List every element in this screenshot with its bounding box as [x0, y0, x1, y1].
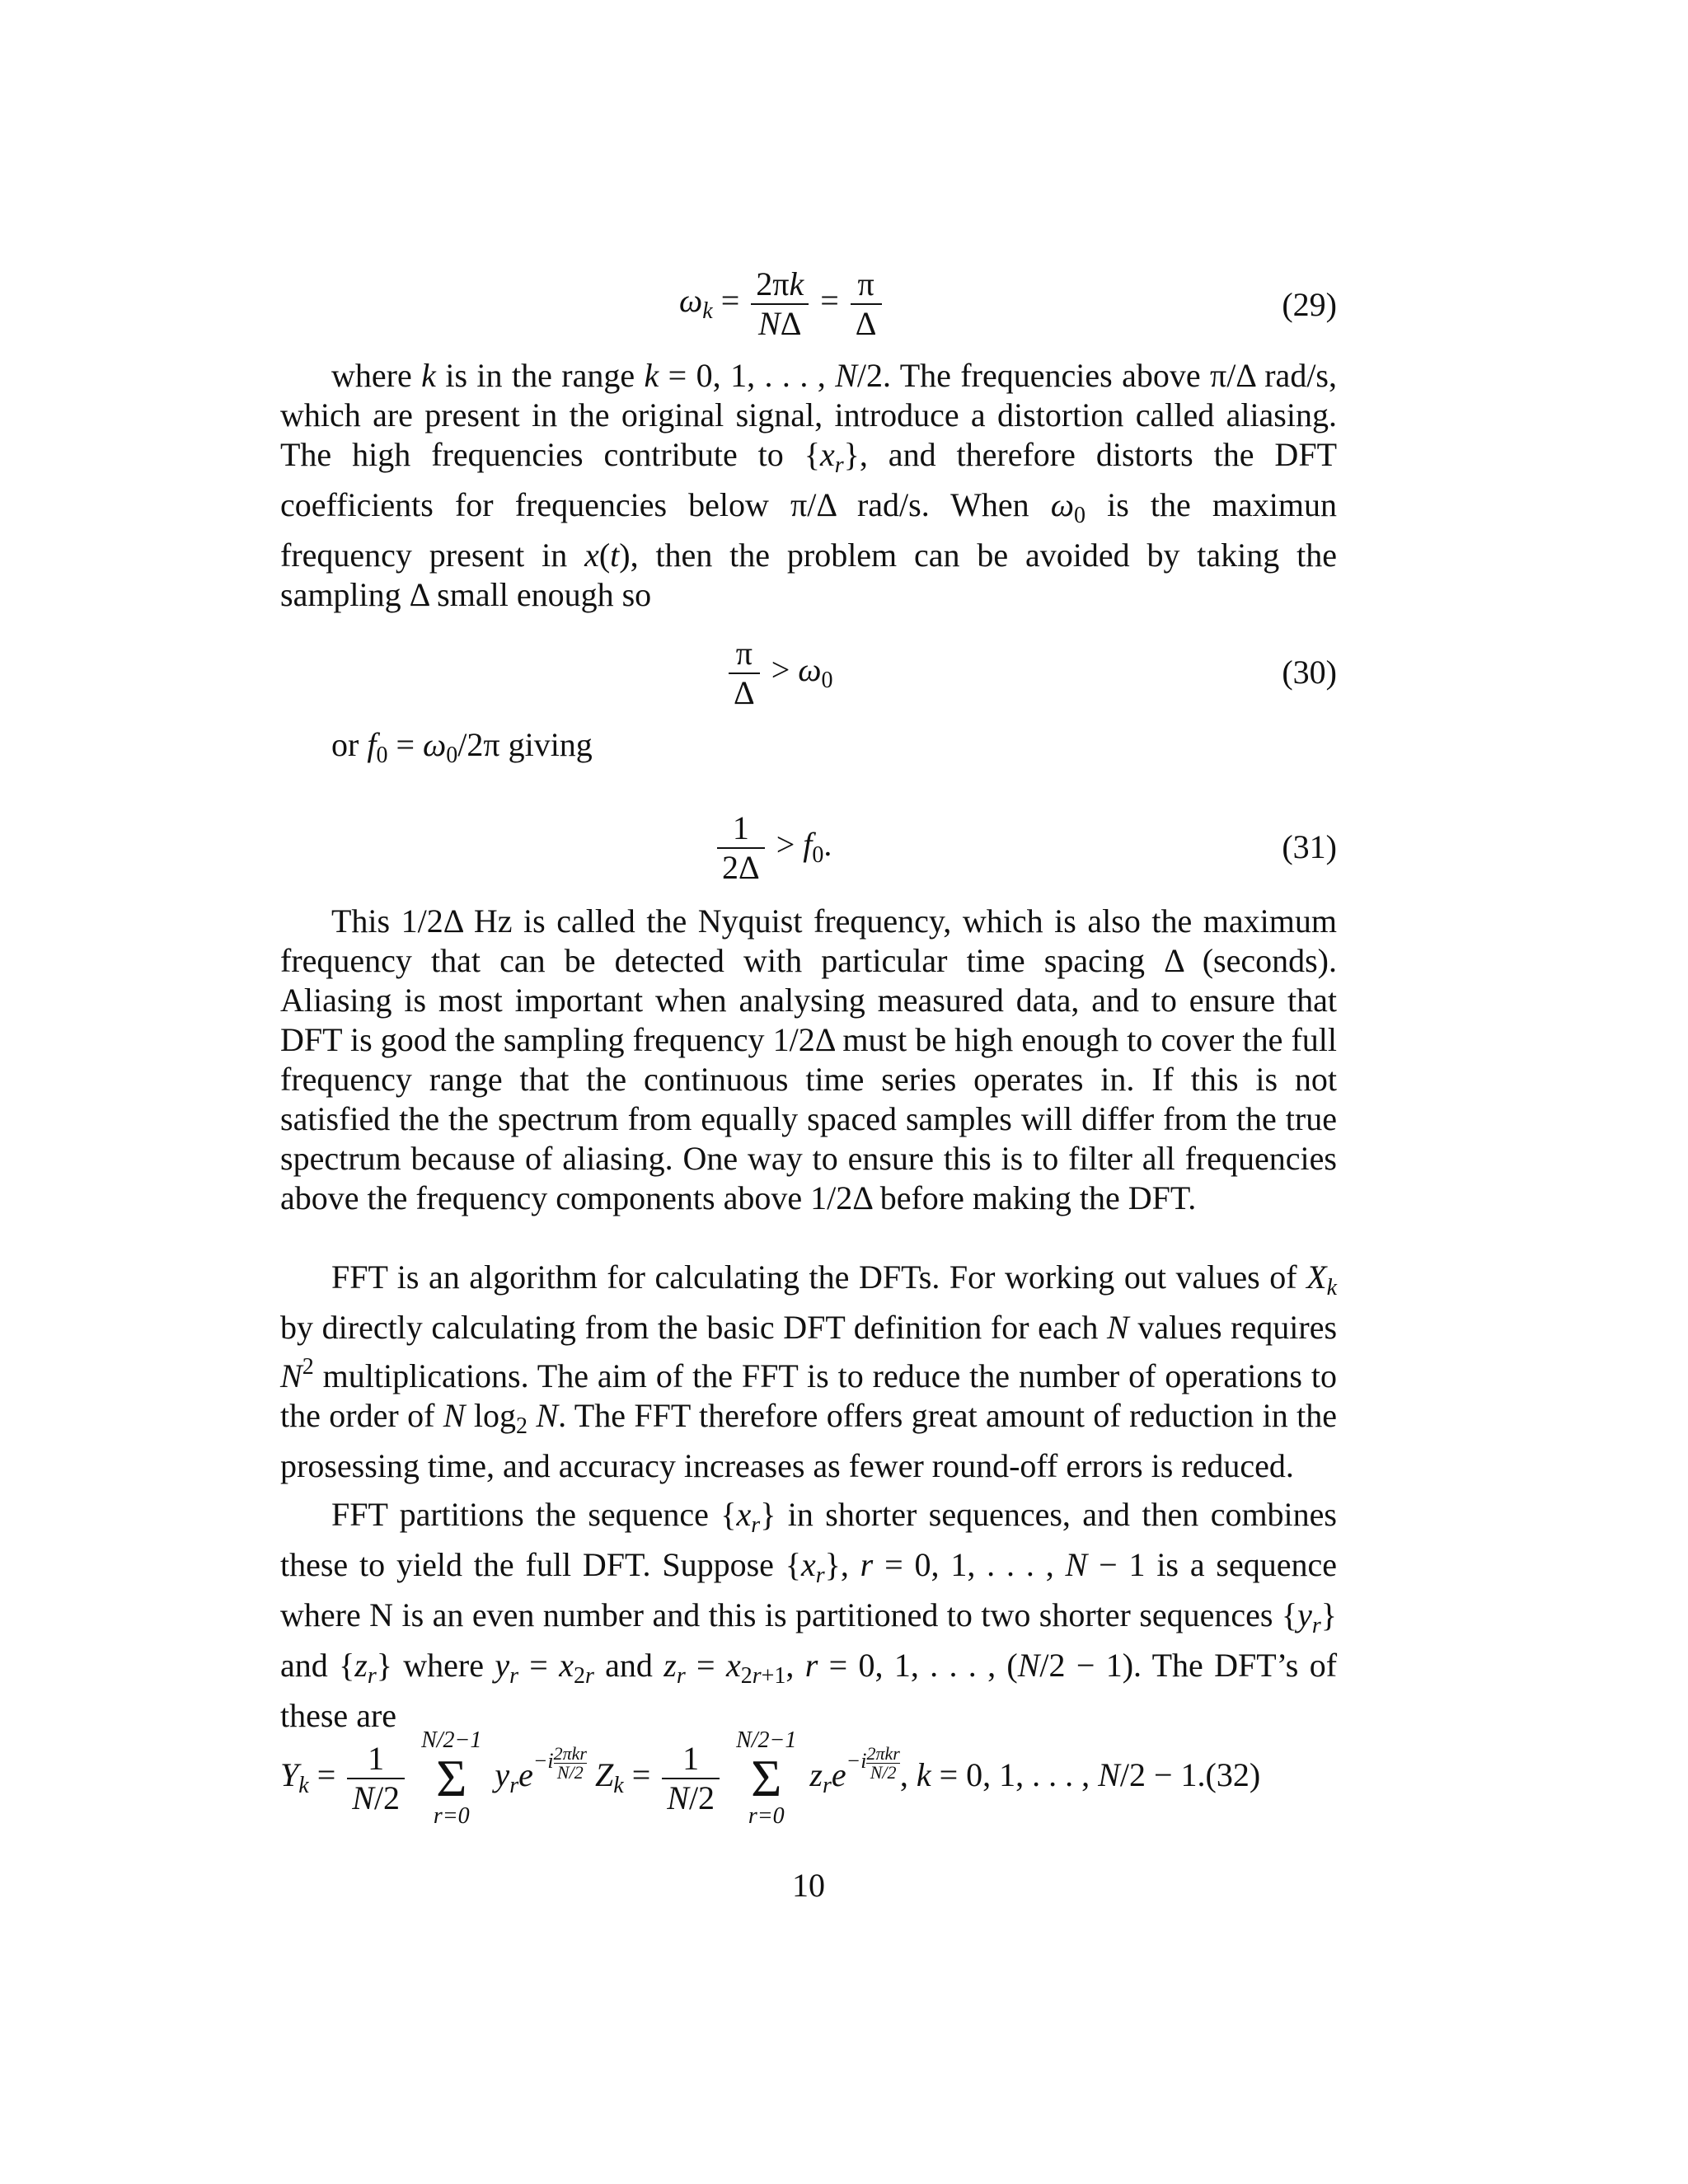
paper-page	[280, 0, 1337, 2184]
equation-number: (31)	[1282, 828, 1337, 865]
page-number: 10	[792, 1867, 825, 1904]
equation-number: (30)	[1282, 654, 1337, 691]
equation-number: (29)	[1282, 286, 1337, 323]
paragraph: where k is in the range k = 0, 1, . . . , N/2. The frequencies above π/Δ rad/s, which are present in the original signal, introduce a distortion called aliasing. The high frequencies contribute to $\{x_r\}$, and therefore distorts the DFT coefficients for frequencies below π/Δ rad/s. When $\omega_0$ is the maximun frequency present in x(t), then the problem can be avoided by taking the sampling Δ small enough so	[280, 357, 1338, 613]
equation-30: $\frac{\pi}{\Delta}$ > $\omega_0$ (30)	[280, 635, 1337, 717]
equation-31: $\frac{1}{2\Delta}$ > $f_0$. (31)	[280, 809, 1337, 892]
paragraph: FFT partitions the sequence $\{x_r\}$ in shorter sequences, and then combines these to yield the full DFT. Suppose $\{x_r\}$, r = 0, 1, . . . , N − 1 is a sequence where N is an even number and this is partitioned to two shorter sequences $\{y_r\}$ and $\{z_r\}$ where $y_r = x_{2r}$ and $z_r = x_{2r+1}$, r = 0, 1, . . . , (N/2 − 1). The DFT’s of these are	[280, 1496, 1338, 1734]
equation-number: (32)	[1205, 1756, 1261, 1794]
paragraph: FFT is an algorithm for calculating the DFTs. For working out values of $X_k$ by directly calculating from the basic DFT definition for each N values requires $N^2$ multiplications. The aim of the FFT is to reduce the number of operations to the order of N $\log_2 N$. The FFT therefore offers great amount of reduction in the prosessing time, and accuracy increases as fewer round-off errors is reduced.	[280, 1258, 1338, 1484]
paragraph: or $f_0 = \omega_0/2\pi$ giving	[331, 726, 593, 768]
equation-29: $\omega_k$ = $\frac{2\pi k}{N\Delta}$ = $\frac{\pi}{\Delta}$ (29)	[679, 265, 1337, 342]
paragraph: This 1/2Δ Hz is called the Nyquist frequency, which is also the maximum frequency that can be detected with particular time spacing Δ (seconds). Aliasing is most important when analysing measured data, and to ensure that DFT is good the sampling frequency 1/2Δ must be high enough to cover the full frequency range that the continuous time series operates in. If this is not satisfied the the spectrum from equally spaced samples will differ from the true spectrum because of aliasing. One way to ensure this is to filter all frequencies above the frequency components above 1/2Δ before making the DFT.	[280, 902, 1337, 1216]
equation-32: $Y_k$ = $\frac{1}{N/2}$ N/2−1 Σ r=0 $y_re^{-i 2\pi kr N/2}$ $Z_k$ = $\frac{1}{N/2}$ N/2−1 Σ r=0 $z_re^{-i 2\pi kr N/2}$ , k = 0, 1, . . . , N/2 − 1.(32)	[280, 1727, 1261, 1829]
